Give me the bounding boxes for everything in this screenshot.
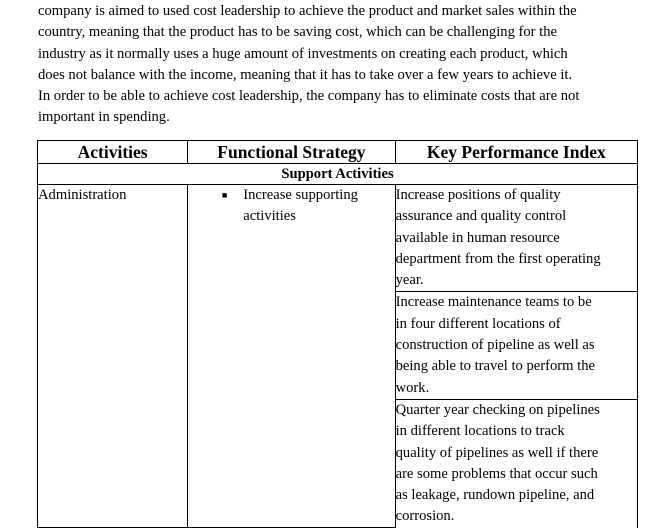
intro-line: industry as it normally uses a huge amount of investments on creating each product, which: [38, 45, 568, 62]
kpi-line: are some problems that occur such: [395, 465, 598, 482]
intro-paragraph: [38, 0, 638, 129]
kpi-line: available in human resource: [395, 229, 560, 246]
kpi-line: being able to travel to perform the: [395, 358, 595, 375]
kpi-line: assurance and quality control: [395, 208, 567, 225]
kpi-line: in four different locations of: [395, 315, 561, 332]
kpi-line: Quarter year checking on pipelines: [395, 401, 600, 418]
kpi-line: corrosion.: [395, 508, 455, 525]
strategy-table: [37, 140, 638, 528]
table-row: [38, 185, 638, 292]
header-activities: Activities: [38, 141, 188, 164]
strategy-text: Increase supporting activities: [243, 187, 358, 225]
table-header-row: [38, 141, 638, 164]
strategy-cell: [188, 185, 395, 528]
kpi-line: Increase positions of quality: [395, 187, 561, 203]
intro-line: does not balance with the income, meaning that it has to take over a few years to achieve it.: [38, 66, 573, 83]
kpi-cell: [395, 185, 637, 292]
kpi-line: work.: [395, 379, 430, 396]
kpi-line: as leakage, rundown pipeline, and: [395, 487, 595, 504]
strategy-bullet-item: [188, 185, 394, 228]
header-kpi: Key Performance Index: [395, 141, 637, 164]
kpi-line: Increase maintenance teams to be: [395, 294, 592, 311]
header-functional-strategy: Functional Strategy: [188, 141, 395, 164]
section-title: Support Activities: [38, 164, 638, 185]
kpi-line: construction of pipeline as well as: [395, 337, 595, 354]
intro-line: country, meaning that the product has to be saving cost, which can be challenging for the: [38, 24, 558, 41]
kpi-cell: [395, 292, 637, 399]
document-page: [38, 0, 638, 129]
kpi-line: department from the first operating: [395, 250, 601, 267]
section-row: [38, 164, 638, 185]
kpi-cell: [395, 399, 637, 527]
activity-cell: Administration: [38, 185, 188, 528]
kpi-line: year.: [395, 272, 424, 289]
kpi-line: in different locations to track: [395, 423, 565, 440]
intro-line: company is aimed to used cost leadership to achieve the product and market sales within the: [38, 3, 577, 19]
intro-line: important in spending.: [38, 109, 170, 126]
kpi-line: quality of pipelines as well if there: [395, 444, 599, 461]
intro-line: In order to be able to achieve cost leadership, the company has to eliminate costs that are not: [38, 88, 580, 105]
square-bullet-icon: ■: [221, 190, 228, 200]
